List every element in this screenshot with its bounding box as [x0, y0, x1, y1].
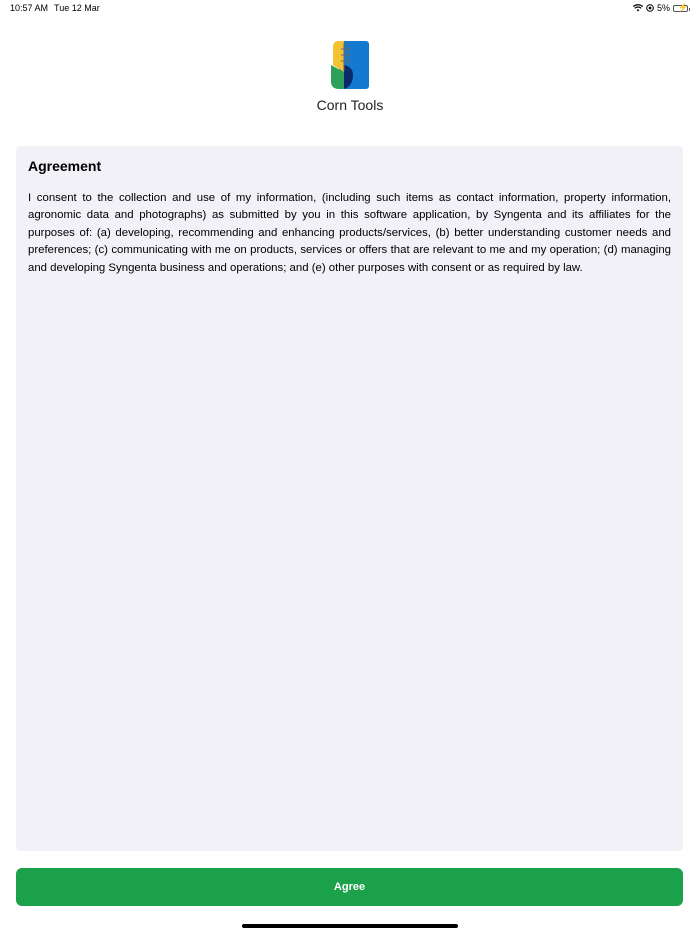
agreement-heading: Agreement	[28, 158, 102, 174]
battery-percentage: 5%	[656, 3, 670, 13]
app-title: Corn Tools	[316, 97, 384, 113]
home-indicator[interactable]	[242, 924, 458, 928]
corn-tools-logo-icon	[331, 41, 369, 89]
battery-charging-icon: ⚡	[673, 5, 688, 12]
status-time: 10:57 AM	[10, 3, 49, 13]
status-left	[10, 3, 100, 13]
status-right	[633, 3, 688, 13]
status-bar	[0, 0, 700, 16]
location-icon	[646, 4, 654, 12]
status-date: Tue 12 Mar	[54, 3, 100, 13]
wifi-icon	[633, 4, 643, 12]
agree-button[interactable]: Agree	[16, 868, 683, 906]
agreement-text: I consent to the collection and use of my information, (including such items as contact information, property information, agronomic data and photographs) as submitted by you in this software application, by Syngenta and its affiliates for the purposes of: (a) developing, recommending and enhancing products/services, (b) better understanding customer needs and preferences; (c) communicating with me on products, services or offers that are relevant to me and my operation; (d) managing and developing Syngenta business and operations; and (e) other purposes with consent or as required by law.	[28, 192, 671, 274]
agreement-panel[interactable]	[16, 146, 683, 851]
